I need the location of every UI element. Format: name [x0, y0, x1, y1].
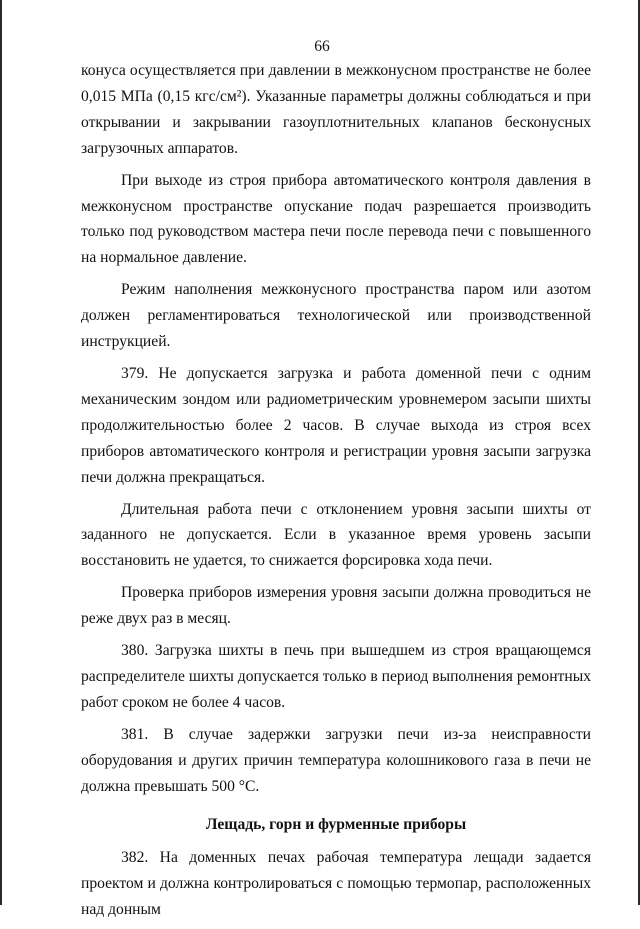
- section-heading: Лещадь, горн и фурменные приборы: [205, 816, 467, 834]
- paragraph: конуса осуществляется при давлении в межконусном пространстве не более 0,015 МПа (0,15 кгс/см²). Указанные параметры должны соблюдаться и при открывании и закрывании газоуплотнительных клапанов бесконусных загрузочных аппаратов.: [81, 62, 591, 157]
- paragraph-item-382: 382. На доменных печах рабочая температура лещади задается проектом и должна контролироваться с помощью термопар, расположенных над донным: [81, 849, 591, 919]
- page-number: 66: [314, 38, 330, 55]
- document-body: [81, 58, 591, 929]
- paragraph: Проверка приборов измерения уровня засыпи должна проводиться не реже двух раз в месяц.: [81, 584, 591, 628]
- paragraph: При выходе из строя прибора автоматического контроля давления в межконусном пространстве опускание подач разрешается производить только под руководством мастера печи после перевода печи с повышенного на нормальное давление.: [81, 171, 591, 267]
- paragraph: Длительная работа печи с отклонением уровня засыпи шихты от заданного не допускается. Если в указанное время уровень засыпи восстановить не удается, то снижается форсировка хода печи.: [81, 500, 591, 570]
- paragraph-item-379: 379. Не допускается загрузка и работа доменной печи с одним механическим зондом или радиометрическим уровнемером засыпи шихты продолжительностью более 2 часов. В случае выхода из строя всех приборов автоматического контроля и регистрации уровня засыпи загрузка печи должна прекращаться.: [81, 364, 591, 486]
- paragraph-item-380: 380. Загрузка шихты в печь при вышедшем из строя вращающемся распределителе шихты допускается только в период выполнения ремонтных работ сроком не более 4 часов.: [81, 642, 591, 711]
- paragraph: Режим наполнения межконусного пространства паром или азотом должен регламентироваться технологической или производственной инструкцией.: [81, 281, 591, 351]
- paragraph-item-381: 381. В случае задержки загрузки печи из-за неисправности оборудования и других причин температура колошникового газа в печи не должна превышать 500 °С.: [81, 725, 591, 795]
